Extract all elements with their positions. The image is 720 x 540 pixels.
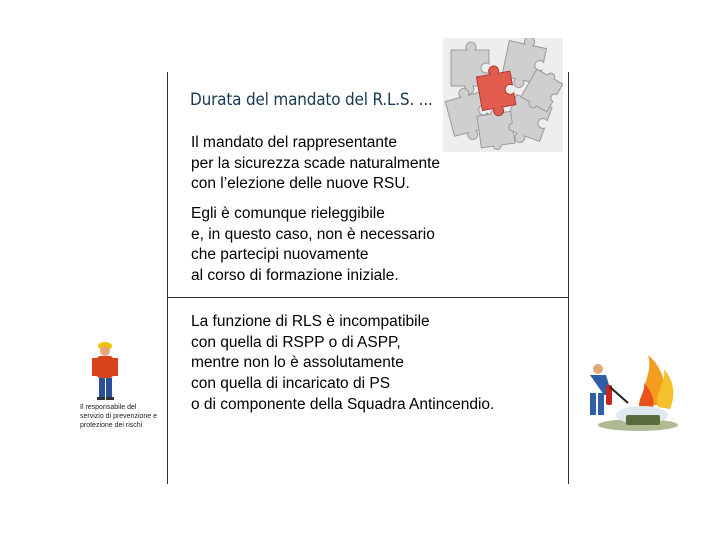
worker-caption-line: servizio di prevenzione e xyxy=(80,413,158,420)
worker-caption xyxy=(80,403,157,430)
paragraph3-line: mentre non lo è assolutamente xyxy=(191,354,404,372)
paragraph1-line: per la sicurezza scade naturalmente xyxy=(191,154,440,172)
paragraph3-line: o di componente della Squadra Antincendio. xyxy=(191,395,495,413)
paragraph-reelection xyxy=(191,204,435,287)
paragraph2-line: Egli è comunque rieleggibile xyxy=(191,205,385,222)
worker-caption-line: protezione dei rischi xyxy=(80,422,143,429)
firefighter-extinguisher-icon xyxy=(576,345,686,437)
paragraph-mandate-expiry xyxy=(191,133,440,195)
slide-title: Durata del mandato del R.L.S. ... xyxy=(190,90,433,110)
paragraph3-line: con quella di RSPP o di ASPP, xyxy=(191,333,401,351)
paragraph1-line: Il mandato del rappresentante xyxy=(191,134,397,151)
paragraph-incompatibility xyxy=(191,312,494,416)
paragraph3-line: La funzione di RLS è incompatibile xyxy=(191,313,430,330)
puzzle-pieces-icon xyxy=(443,38,563,152)
paragraph3-line: con quella di incaricato di PS xyxy=(191,375,391,393)
right-border-line xyxy=(568,72,569,484)
paragraph2-line: al corso di formazione iniziale. xyxy=(191,267,399,285)
paragraph2-line: che partecipi nuovamente xyxy=(191,246,369,264)
paragraph2-line: e, in questo caso, non è necessario xyxy=(191,225,435,243)
worker-caption-line: Il responsabile del xyxy=(80,404,137,411)
section-divider xyxy=(167,297,569,298)
paragraph1-line: con l’elezione delle nuove RSU. xyxy=(191,175,410,193)
